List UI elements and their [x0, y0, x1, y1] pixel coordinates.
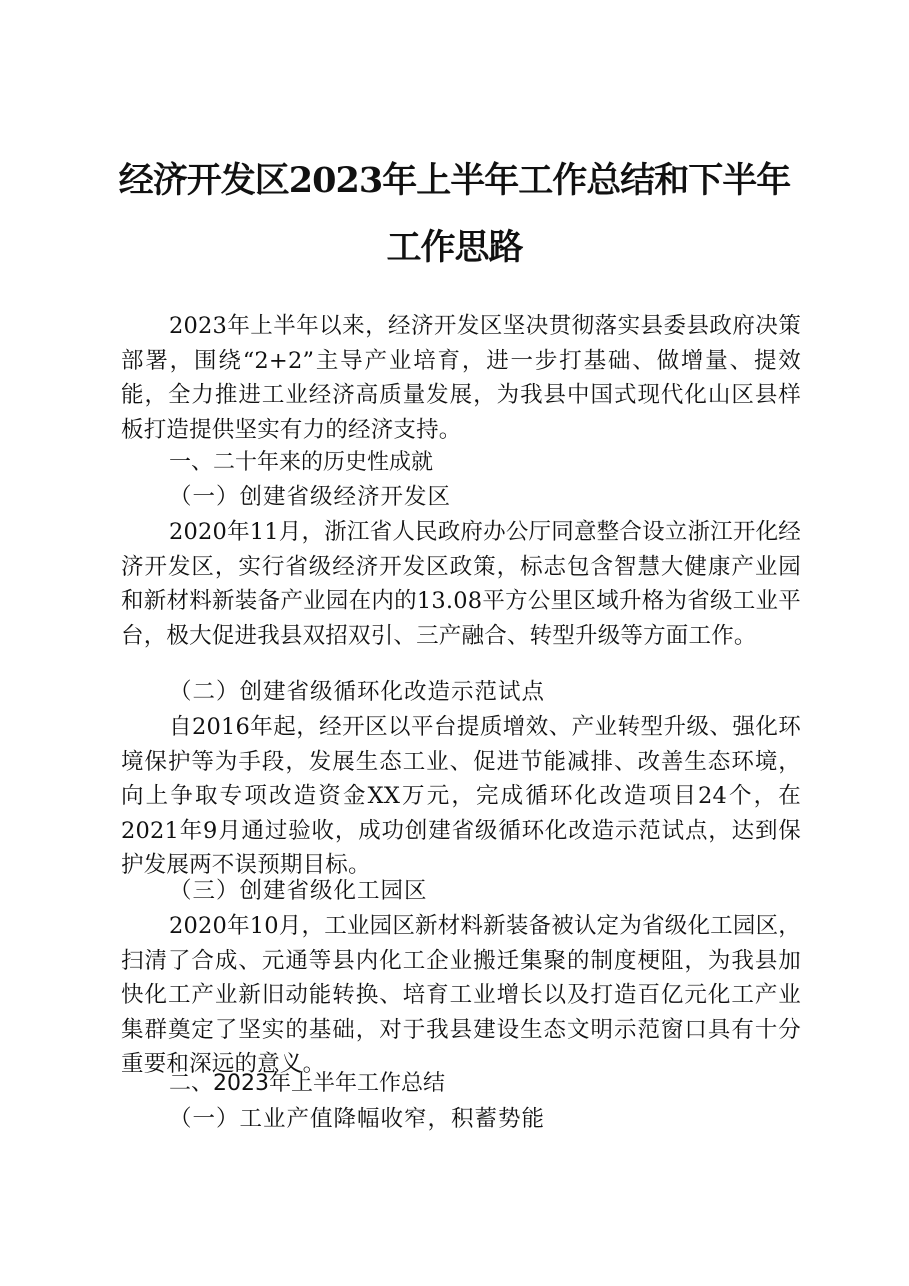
document-title-line-2: 工作思路 [386, 227, 523, 268]
intro-paragraph: 2023年上半年以来，经济开发区坚决贯彻落实县委县政府决策部署，围绕“2+2”主导产业培育，进一步打基础、做增量、提效能，全力推进工业经济高质量发展，为我县中国式现代化山区县样板打造提供坚实有力的经济支持。 [121, 313, 801, 443]
document-title-line-1: 经济开发区2023年上半年工作总结和下半年 [118, 160, 791, 201]
section-1-paragraph-2: 自2016年起，经开区以平台提质增效、产业转型升级、强化环境保护等为手段，发展生态工业、促进节能减排、改善生态环境，向上争取专项改造资金XX万元，完成循环化改造项目24个，在2021年9月通过验收，成功创建省级循环化改造示范试点，达到保护发展两不误预期目标。 [121, 714, 801, 878]
section-2-subheading-1: （一）工业产值降幅收窄，积蓄势能 [169, 1106, 546, 1132]
section-1-subheading-2: （二）创建省级循环化改造示范试点 [169, 679, 546, 705]
section-1-subheading-3: （三）创建省级化工园区 [169, 878, 428, 904]
section-2-heading: 二、2023年上半年工作总结 [169, 1071, 445, 1096]
section-1-subheading-1: （一）创建省级经济开发区 [169, 484, 452, 510]
section-1-paragraph-3: 2020年10月，工业园区新材料新装备被认定为省级化工园区，扫清了合成、元通等县内化工企业搬迁集聚的制度梗阻，为我县加快化工产业新旧动能转换、培育工业增长以及打造百亿元化工产业集群奠定了坚实的基础，对于我县建设生态文明示范窗口具有十分重要和深远的意义。 [121, 913, 801, 1077]
section-1-heading: 一、二十年来的历史性成就 [169, 450, 434, 475]
section-1-paragraph-1: 2020年11月，浙江省人民政府办公厅同意整合设立浙江开化经济开发区，实行省级经济开发区政策，标志包含智慧大健康产业园和新材料新装备产业园在内的13.08平方公里区域升格为省级工业平台，极大促进我县双招双引、三产融合、转型升级等方面工作。 [121, 519, 801, 649]
